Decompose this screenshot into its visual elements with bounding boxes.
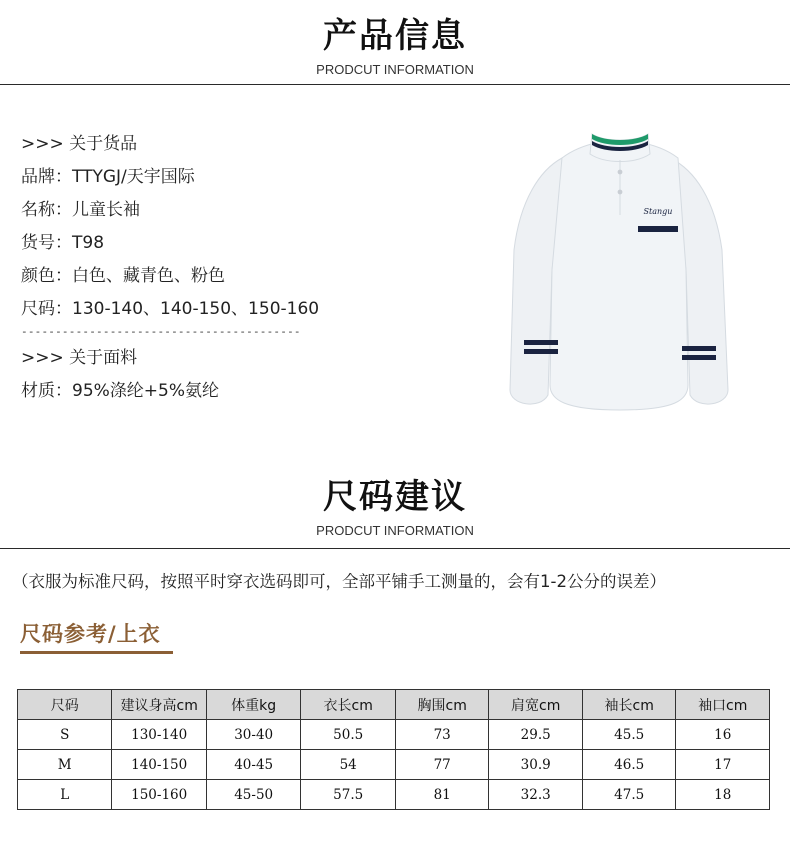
- table-cell: 29.5: [489, 720, 583, 750]
- name-text: 名称：儿童长袖: [21, 200, 140, 220]
- header-cell: 体重kg: [206, 690, 300, 720]
- product-image: [500, 120, 740, 420]
- header-cell: 尺码: [18, 690, 112, 720]
- table-cell: 81: [395, 780, 488, 810]
- header-cell: 肩宽cm: [489, 690, 583, 720]
- size-header: [0, 477, 790, 539]
- table-cell: 32.3: [489, 780, 583, 810]
- product-info-title: 产品信息: [323, 16, 467, 56]
- fabric-heading: >>> 关于面料: [21, 348, 138, 368]
- table-cell: 17: [676, 750, 770, 780]
- brand-text: 品牌：TTYGJ/天宇国际: [21, 167, 195, 187]
- header-cell: 衣长cm: [301, 690, 396, 720]
- table-cell: 73: [395, 720, 488, 750]
- header-cell: 胸围cm: [395, 690, 488, 720]
- size-title: 尺码建议: [323, 477, 467, 517]
- table-cell: 30.9: [489, 750, 583, 780]
- sizes-text: 尺码：130-140、140-150、150-160: [21, 299, 320, 319]
- table-cell: 140-150: [112, 750, 207, 780]
- size-ref-underline: [20, 651, 173, 654]
- dashed-divider: -----------------------------------------: [21, 326, 301, 338]
- table-cell: M: [18, 750, 112, 780]
- table-cell: 77: [395, 750, 488, 780]
- header-cell: 建议身高cm: [112, 690, 207, 720]
- divider-line: [0, 84, 790, 85]
- table-cell: 47.5: [582, 780, 676, 810]
- table-cell: L: [18, 780, 112, 810]
- table-row: [18, 720, 770, 750]
- table-cell: 18: [676, 780, 770, 810]
- header-cell: 袖口cm: [676, 690, 770, 720]
- table-row: [18, 780, 770, 810]
- product-info-list: [21, 128, 351, 408]
- table-cell: 16: [676, 720, 770, 750]
- table-header-row: [18, 690, 770, 720]
- table-cell: 50.5: [301, 720, 396, 750]
- size-table: [17, 689, 770, 810]
- divider-line: [0, 548, 790, 549]
- table-cell: 46.5: [582, 750, 676, 780]
- product-info-subtitle: PRODCUT INFORMATION: [316, 62, 474, 77]
- table-row: [18, 750, 770, 780]
- material-text: 材质：95%涤纶+5%氨纶: [21, 381, 219, 401]
- header-cell: 袖长cm: [582, 690, 676, 720]
- table-cell: 57.5: [301, 780, 396, 810]
- table-cell: 40-45: [206, 750, 300, 780]
- polo-shirt-image: [500, 120, 740, 420]
- item-no-text: 货号：T98: [21, 233, 105, 253]
- table-cell: 30-40: [206, 720, 300, 750]
- table-cell: 45.5: [582, 720, 676, 750]
- table-cell: 150-160: [112, 780, 207, 810]
- size-ref-title: 尺码参考/上衣: [20, 622, 161, 646]
- size-subtitle: PRODCUT INFORMATION: [316, 523, 474, 538]
- size-note: （衣服为标准尺码，按照平时穿衣选码即可，全部平铺手工测量的，会有1-2公分的误差）: [12, 572, 666, 591]
- product-info-header: [0, 16, 790, 78]
- chest-logo-text: Stangu: [643, 207, 673, 216]
- table-cell: 130-140: [112, 720, 207, 750]
- goods-heading: >>> 关于货品: [21, 134, 138, 154]
- table-cell: 45-50: [206, 780, 300, 810]
- table-cell: S: [18, 720, 112, 750]
- colors-text: 颜色：白色、藏青色、粉色: [21, 266, 225, 286]
- table-cell: 54: [301, 750, 396, 780]
